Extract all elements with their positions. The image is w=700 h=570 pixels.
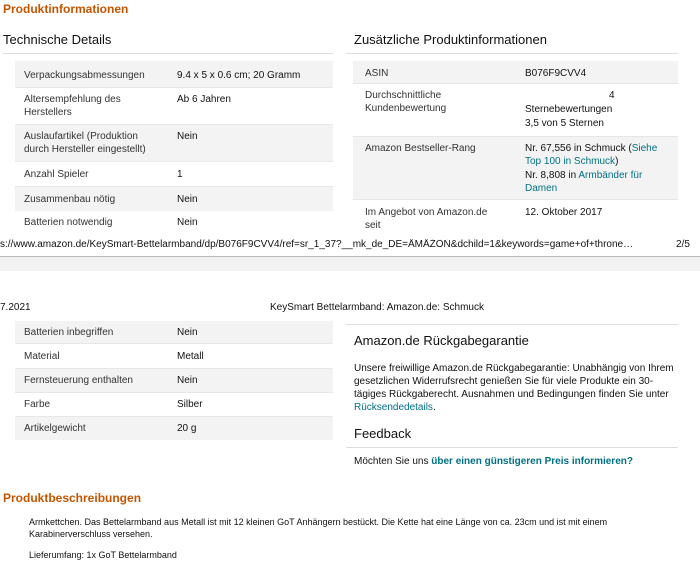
table-row (15, 369, 333, 393)
row-value: Metall (177, 351, 204, 362)
row-label: Batterien notwendig (24, 217, 113, 228)
description-contents: Lieferumfang: 1x GoT Bettelarmband (29, 550, 177, 560)
rating-count[interactable]: 4 (609, 90, 615, 101)
row-value: 20 g (177, 423, 197, 434)
since-label: Im Angebot von Amazon.de seit (365, 207, 488, 231)
rank-1: Nr. 67,556 in Schmuck (Siehe Top 100 in Schmuck) (525, 143, 658, 167)
table-row (353, 61, 678, 84)
top100-link[interactable]: Siehe Top 100 in Schmuck (525, 143, 658, 167)
table-row (15, 417, 333, 440)
table-row (15, 61, 333, 88)
table-row (353, 200, 678, 236)
row-value: Silber (177, 399, 203, 410)
armbaender-link[interactable]: Armbänder für Damen (525, 170, 643, 194)
print-url: s://www.amazon.de/KeySmart-Bettelarmband/dp/B076F9CVV4/ref=sr_1_37?__mk_de_DE=ÅMÅŽÕÑ&dchild=1&keywords=game+of+throne… (0, 239, 634, 250)
asin-value: B076F9CVV4 (525, 68, 587, 79)
since-value: 12. Oktober 2017 (525, 207, 603, 218)
feedback-heading: Feedback (354, 426, 412, 441)
row-label: Anzahl Spieler (24, 169, 89, 180)
row-label: Artikelgewicht (24, 423, 86, 434)
row-label: Auslaufartikel (Produktion durch Hersteller eingestellt) (24, 131, 146, 155)
row-value: Nein (177, 131, 198, 142)
asin-label: ASIN (365, 68, 389, 79)
description-text: Armkettchen. Das Bettelarmband aus Metall ist mit 12 kleinen GoT Anhängern bestückt. Die Kette hat eine Länge von ca. 23cm und ist mit einem Karabinerverschluss versehen. (29, 517, 608, 539)
rating-link[interactable]: Sternebewertungen (525, 104, 613, 115)
table-row (15, 211, 333, 233)
rank-2: Nr. 8,808 in Armbänder für Damen (525, 170, 643, 194)
row-label: Material (24, 351, 60, 362)
print-page: 2/5 (676, 239, 690, 250)
rating-label: Durchschnittliche Kundenbewertung (365, 90, 447, 114)
table-row (15, 125, 333, 162)
row-label: Zusammenbau nötig (24, 194, 116, 205)
row-label: Farbe (24, 399, 51, 410)
produktinformationen-heading: Produktinformationen (3, 2, 129, 16)
row-label: Verpackungsabmessungen (24, 70, 145, 81)
preis-informieren-link[interactable]: über einen günstigeren Preis informieren? (431, 456, 633, 467)
row-label: Altersempfehlung des Herstellers (24, 94, 121, 118)
table-row (15, 344, 333, 369)
table-row (353, 137, 678, 200)
rank-label: Amazon Bestseller-Rang (365, 143, 476, 154)
produktbeschreibungen-heading: Produktbeschreibungen (3, 491, 142, 505)
row-value: Ab 6 Jahren (177, 94, 231, 105)
table-row (353, 84, 678, 137)
rating-value: 3,5 von 5 Sternen (525, 118, 604, 129)
print-date: 7.2021 (0, 302, 31, 313)
row-value: Nein (177, 194, 198, 205)
print-title: KeySmart Bettelarmband: Amazon.de: Schmuck (270, 302, 484, 313)
table-row (15, 187, 333, 212)
rueckgabe-text: Unsere freiwillige Amazon.de Rückgabegarantie: Unabhängig von Ihrem gesetzlichen Widerrufsrecht genießen Sie für viele Produkte ein 30-tägiges Rückgaberecht. Ausnahmen und Bedingungen finden Sie unter Rücksendedetails. (354, 363, 674, 413)
row-value: 9.4 x 5 x 0.6 cm; 20 Gramm (177, 70, 301, 81)
table-row (15, 88, 333, 125)
feedback-text: Möchten Sie uns über einen günstigeren Preis informieren? (354, 456, 633, 467)
table-row (15, 321, 333, 344)
row-label: Fernsteuerung enthalten (24, 375, 133, 386)
ruecksendedetails-link[interactable]: Rücksendedetails (354, 402, 433, 413)
row-value: Nein (177, 217, 198, 228)
row-value: Nein (177, 375, 198, 386)
zusaetzliche-heading: Zusätzliche Produktinformationen (354, 32, 547, 47)
table-row (15, 393, 333, 417)
technische-details-heading: Technische Details (3, 32, 112, 47)
rueckgabe-heading: Amazon.de Rückgabegarantie (354, 333, 529, 348)
table-row (15, 162, 333, 187)
row-value: 1 (177, 169, 183, 180)
row-value: Nein (177, 327, 198, 338)
row-label: Batterien inbegriffen (24, 327, 114, 338)
